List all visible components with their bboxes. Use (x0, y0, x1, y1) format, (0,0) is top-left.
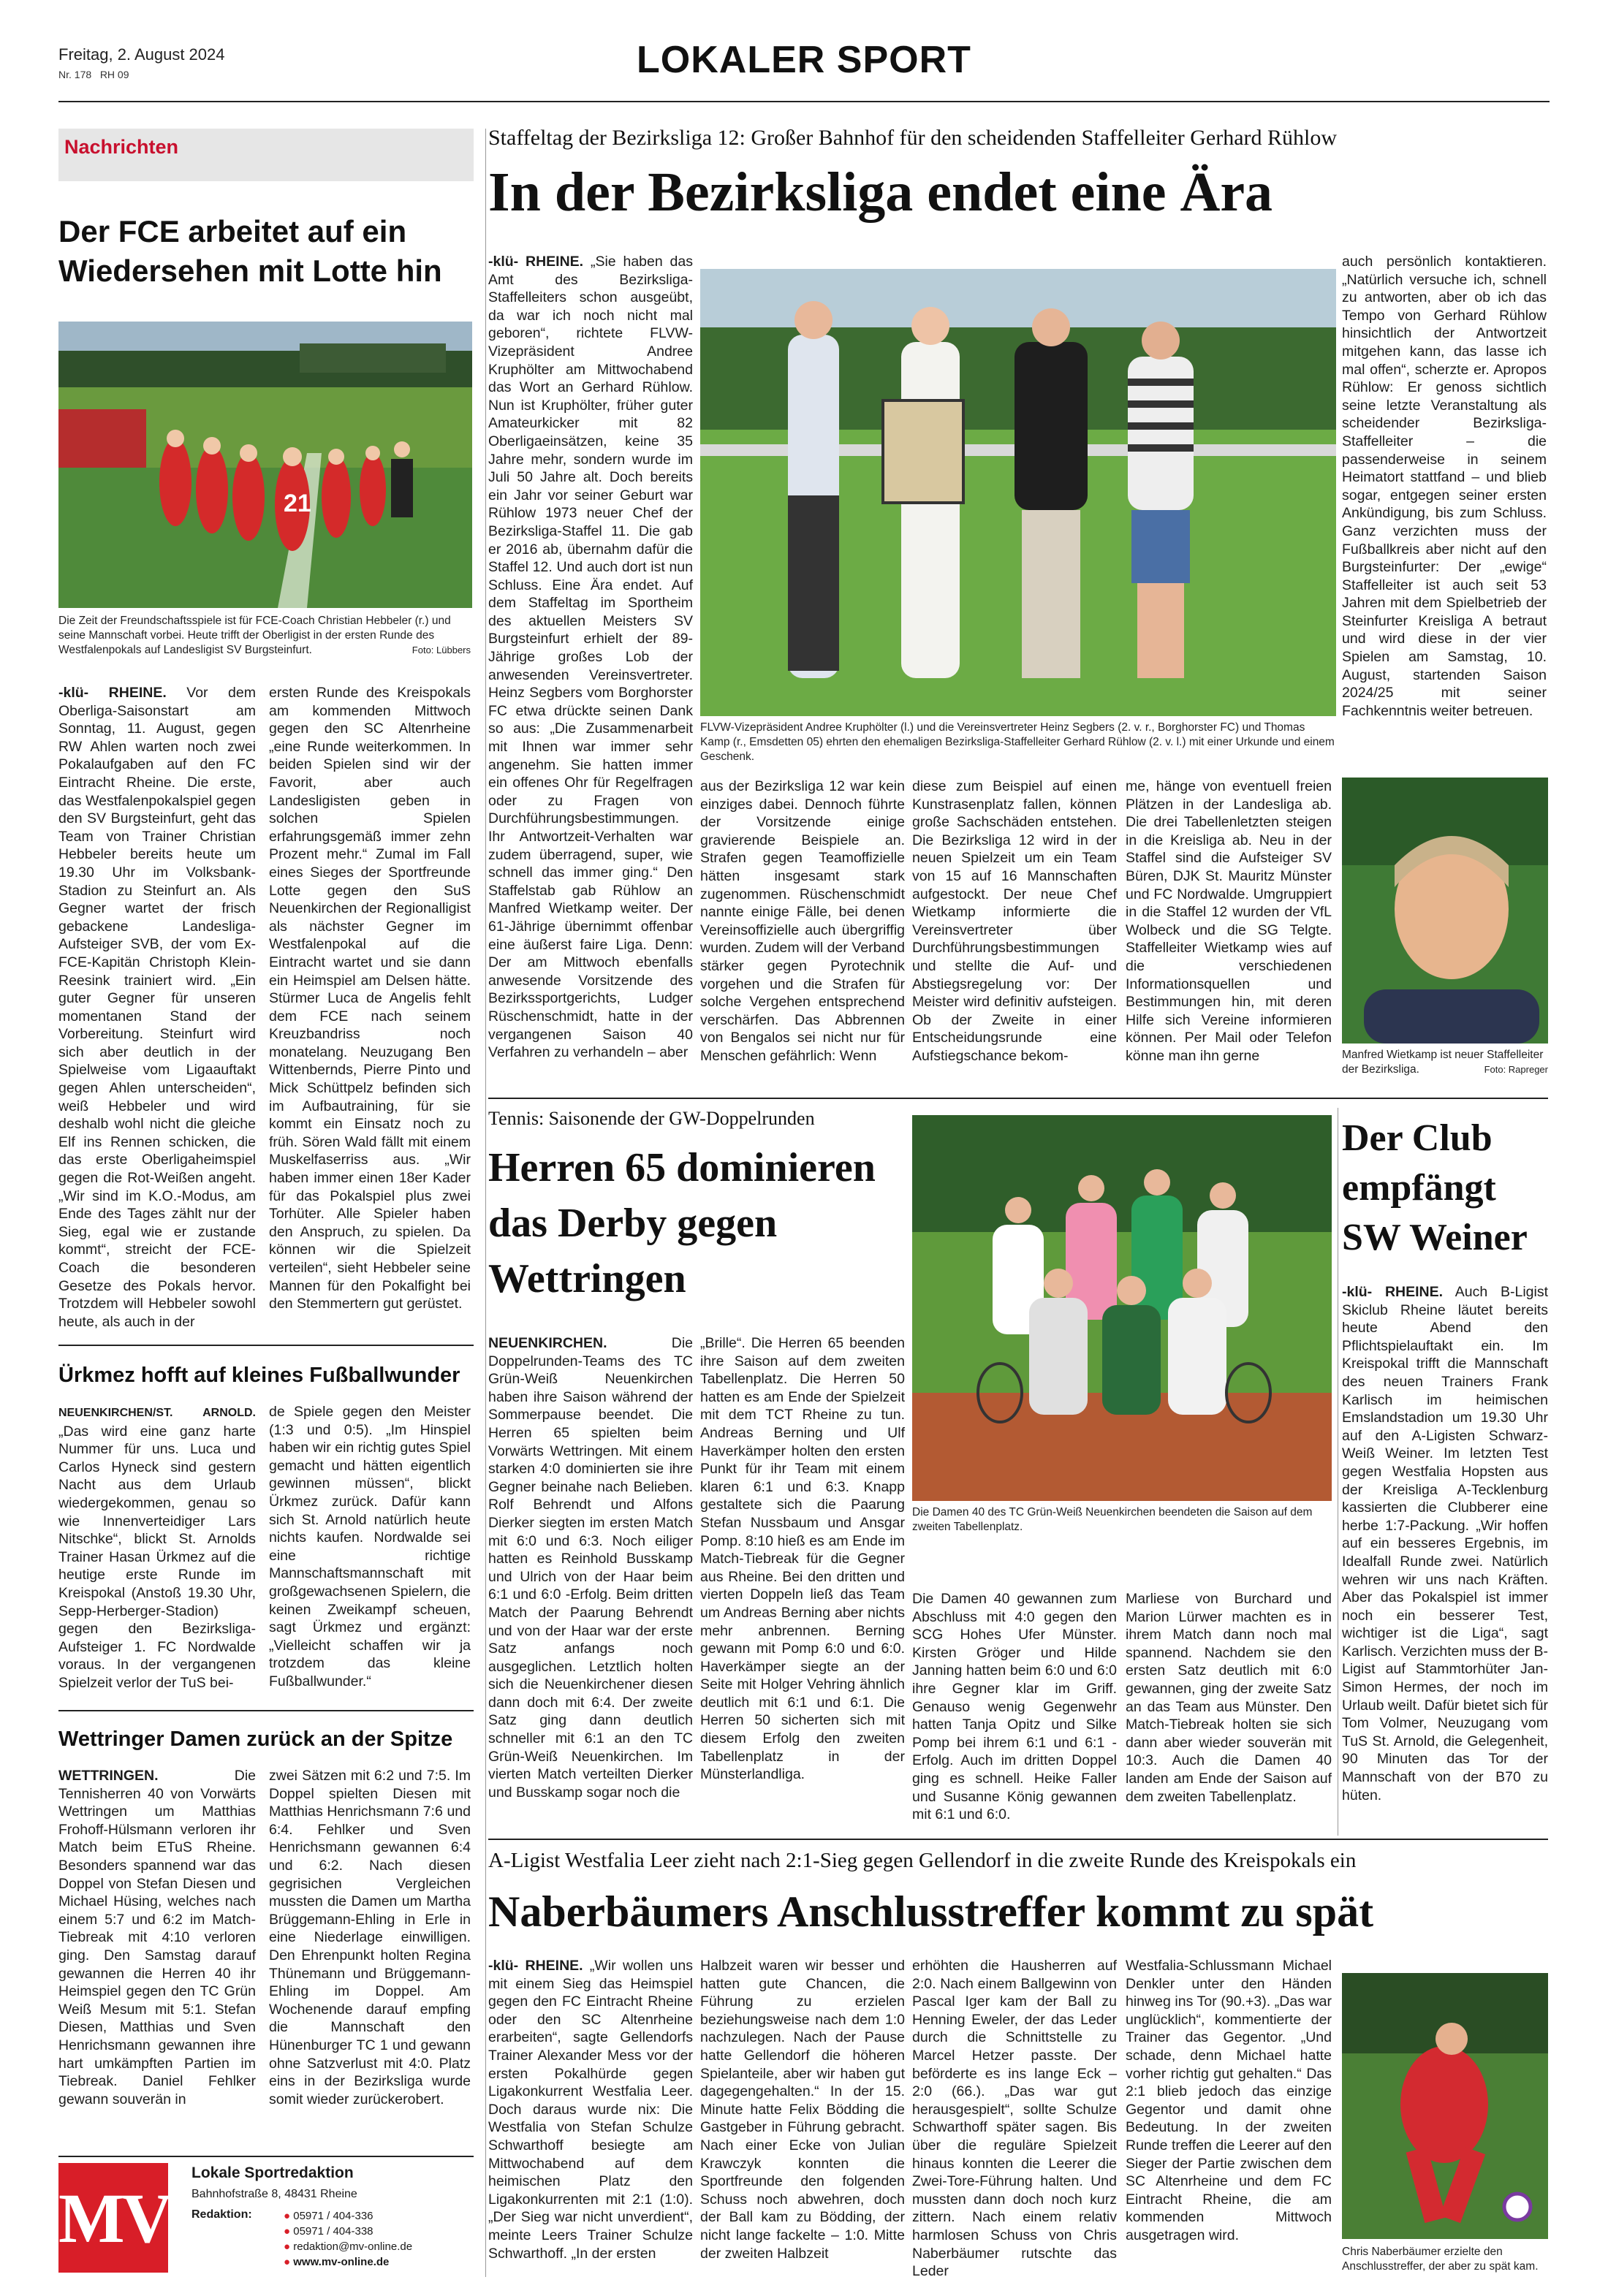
issue-number: Nr. 178 (58, 69, 92, 80)
footer-title: Lokale Sportredaktion (191, 2164, 354, 2181)
lead-col2: aus der Bezirksliga 12 war kein einziges dabei. Dennoch führte der Vorsitzende einige gravierende Beispiele an. Strafen gegen Teamoffizielle hätten insgesamt stark zugenommen. Rüschenschmidt nannte einige Fälle, bei denen Vereinsoffizielle auch übergriffig wurden. Zudem will der Verband stärker gegen Pyrotechnik vorgehen und die Strafen für solche Vergehen entsprechend verschärfen. Das Abbrennen von Bengalos sei nicht nur für Menschen gefährlich: Wenn (700, 778, 905, 1064)
lead-col4: me, hänge von eventuell freien Plätzen in der Landesliga ab. Die drei Tabellenletzten steigen in die Kreisliga ab. Neu in der Staffel sind die Aufsteiger SV Büren, DJK St. Mauritz Münster und FC Nordwalde. Umgruppiert in die Staffel 12 wurden der VfL Wolbeck und die SG Telgte. Staffelleiter Wietkamp wies auf die verschiedenen Informationsquellen und Bestimmungen hin, mit deren Hilfe sich Vereine informieren können. Per Mail oder Telefon könne man ihn gerne (1126, 778, 1332, 1064)
leer-kicker: A-Ligist Westfalia Leer zieht nach 2:1-Sieg gegen Gellendorf in die zweite Runde des Kreispokals ein (488, 1849, 1357, 1872)
mail-icon: ● (284, 2240, 291, 2253)
tennis-col1-text: Die Doppelrunden-Teams des TC Grün-Weiß Neuenkirchen haben ihre Saison während der Sommerpause beendet. Die Herren 65 spielten beim Vorwärts Wettringen. Mit einem starken 4:0 dominierten sie ihre Gegner beinahe nach Belieben. Rolf Behrendt und Alfons Dierker siegten im ersten Match mit 6:0 und 6:3. Noch eiliger hatten es Reinhold Busskamp und Ulrich von der Haar beim 6:1 und 6:0 -Erfolg. Beim dritten Match der Paarung Behrendt und von der Haar war der erste Satz anfangs noch ausgeglichen. Letztlich holten sich die Neuenkirchener diesen dann doch mit 6:4. Der zweite Satz ging dann deutlich schneller mit 6:1 an den TC Grün-Weiß Neuenkirchen. Im vierten Match verteilten Dierker und Busskamp sogar noch die (488, 1335, 693, 1801)
fce-caption-credit: Foto: Lübbers (412, 645, 471, 655)
wietkamp-portrait (1342, 778, 1548, 1044)
tennis-kicker: Tennis: Saisonende der GW-Doppelrunden (488, 1108, 815, 1129)
sidebar-headline-fce: Der FCE arbeitet auf ein Wiedersehen mit Lotte hin (58, 214, 442, 288)
portrait-caption (1342, 1048, 1548, 1077)
portrait-caption-text: Manfred Wietkamp ist neuer Staffelleiter der Bezirksliga. (1342, 1049, 1544, 1076)
nachrichten-box (58, 129, 474, 181)
fce-dateline: -klü- RHEINE. (58, 685, 167, 701)
staffeltag-caption: FLVW-Vizepräsident Andree Kruphölter (l.) und die Vereinsvertreter Heinz Segbers (2. v. r., Borghorster FC) und Thomas Kamp (r., Emsdetten 05) ehrten den ehemaligen Bezirksliga-Staffelleiter Gerhard Rühlow (2. v. l.) mit einer Urkunde und einem Geschenk. (700, 721, 1335, 763)
footer-rule (58, 2156, 474, 2157)
wettringer-dateline: WETTRINGEN. (58, 1768, 159, 1784)
tennis-col4: Marliese von Burchard und Marion Lürwer machten es in ihrem Match dann noch mal spannend. Nachdem sie den ersten Satz deutlich mit 6:0 gewannen, ging der zweite Satz an das Team aus Münster. Den Match-Tiebreak holten sie sich dann aber wieder souverän mit 10:3. Auch die Damen 40 landen am Ende der Saison auf dem zweiten Tabellenplatz. (1126, 1591, 1332, 1805)
club-body (1342, 1283, 1548, 1804)
footer-phone-1[interactable]: ● 05971 / 404-336 (284, 2210, 373, 2222)
fce-article-col2: ersten Runde des Kreispokals am kommenden Mittwoch gegen den SC Altenrheine „eine Runde weiterkommen. In beiden Spielen sind wir der Favorit, aber auch Landesligisten geben in solchen Spielen erfahrungsgemäß immer zehn Prozent mehr.“ Zumal im Fall eines Sieges der Sportfreunde Lotte gegen den SuS Neuenkirchen der Regionalligist als nächster Gegner im Westfalenpokal auf die Eintracht wartet und sie dann ein Heimspiel am Delsen hätte. Stürmer Luca de Angelis fehlt dem FCE nach seinem Kreuzbandriss noch monatelang. Neuzugang Ben Wittenbernds, Pierre Pinto und Mick Schüttpelz befinden sich im Aufbautraining, für sie kommt ein Einsatz noch zu früh. Sören Wald fällt mit einem Muskelfaserriss aus. „Wir haben immer einen 18er Kader für das Pokalspiel plus zwei Torhüter. Alle Spieler haben den Anspruch, zu spielen. Da können wir die Spielzeit verteilen“, sieht Hebbeler seine Mannen für den Pokalfight bei den Stemmertern gut gerüstet. (269, 685, 471, 1312)
lead-col1-text: „Sie haben das Amt des Bezirksliga-Staffelleiters schon ausgeübt, da war ich noch nicht mal geboren“, richtete FLVW-Vizepräsident Andree Kruphölter am Mittwochabend das Wort an Gerhard Rühlow. Nun ist Kruphölter, früher guter Amateurkicker mit 82 Oberligaeinsätzen, keine 35 Jahre mehr, sondern wurde im Juli 50 Jahre alt. Doch bereits ein Jahr vor seiner Geburt war Rühlow 1973 neuer Chef der Bezirksliga-Staffel 11. Die gab er 2016 ab, übernahm dafür die Staffel 12. Und auch dort ist nun Schluss. Eine Ära endet. Auf dem Staffeltag im Sportheim des aktuellen Meisters SV Burgsteinfurt erhielt der 89-Jährige großes Lob der anwesenden Vereinsvertreter. Heinz Segbers vom Borghorster FC etwa drückte seinen Dank so aus: „Die Zusammenarbeit mit Ihnen war immer sehr angenehm. Sie hatten immer ein offenes Ohr für Regelfragen oder zu Fragen von Durchführungsbestimmungen. Ihr Antwortzeit-Verhalten war zudem überragend, super, wie schnell das immer ging.“ Den Staffelstab gab Rühlow an Manfred Wietkamp weiter. Der 61-Jährige übernimmt offenbar eine äußerst faire Liga. Denn: Der am Mittwoch ebenfalls anwesende Vorsitzende des Bezirkssportgerichts, Ludger Rüschenschmidt, hatte in der vergangenen Saison 40 Verfahren zu verhandeln – aber (488, 254, 693, 1061)
portrait-credit: Foto: Rapreger (1484, 1064, 1548, 1075)
leer-dateline: -klü- RHEINE. (488, 1958, 583, 1974)
staffeltag-photo (700, 269, 1336, 716)
leer-headline: Naberbäumers Anschlusstreffer kommt zu spät (488, 1888, 1374, 1936)
svg-text:21: 21 (284, 490, 311, 517)
leer-top-rule (488, 1839, 1548, 1840)
club-body-text: Auch B-Ligist Skiclub Rheine läutet bereits heute Abend den Pflichtspielauftakt ein. Im Kreispokal trifft die Mannschaft des neuen Trainers Frank Karlisch im heimischen Emslandstadion um 19.30 Uhr auf den A-Ligisten Schwarz-Weiß Weiner. Im letzten Test gegen Westfalia Hopsten aus der Kreisliga A-Tecklenburg kassierten die Clubberer eine herbe 1:7-Packung. „Wir hoffen auf ein besseres Ergebnis, im Idealfall Runde zwei. Natürlich wehren wir uns nach Kräften. Aber das Pokalspiel ist immer noch ein besserer Test, wichtiger ist die Liga“, sagt Karlisch. Verzichten muss der B-Ligist auf Stammtorhüter Jan-Simon Hermes, der noch im Urlaub weilt. Dafür bietet sich für Tom Volmer, Neuzugang vom TuS St. Arnold, die Gelegenheit, 90 Minuten das Tor der Mannschaft von der B70 zu hüten. (1342, 1284, 1548, 1803)
naberbaeumer-caption: Chris Naberbäumer erzielte den Anschlusstreffer, der aber zu spät kam. (1342, 2246, 1539, 2273)
lead-col3: diese zum Beispiel auf einen Kunstrasenplatz fallen, können große Sachschäden entstehen. Die Bezirksliga 12 wird in der neuen Spielzeit um ein Team von 15 auf 16 Mannschaften aufgestockt. Der neue Chef Wietkamp informierte die Vereinsvertreter über Durchführungsbestimmungen und stellte die Auf- und Abstiegsregelung vor: Der Meister wird definitiv aufsteigen. Ob der Zweite in einer Entscheidungsrunde eine Aufstiegschance bekom- (912, 778, 1117, 1064)
club-headline: Der Club empfängt SW Weiner (1342, 1117, 1528, 1258)
footer-redaktion-label: Redaktion: (191, 2208, 252, 2221)
section-title: LOKALER SPORT (637, 39, 971, 81)
column-divider (485, 129, 486, 2277)
lead-col1 (488, 253, 693, 1062)
tennis-dateline: NEUENKIRCHEN. (488, 1335, 607, 1351)
sidebar-rule-2 (58, 1710, 474, 1711)
urkmez-col1-text: „Das wird eine ganz harte Nummer für uns. Luca und Carlos Hyneck sind gestern Nacht aus dem Urlaub wiedergekommen, genau so wie Innenverteidiger Lars Nitschke“, blickt St. Arnolds Trainer Hasan Ürkmez auf die heutige erste Runde im Kreispokal (Anstoß 19.30 Uhr, Sepp-Herberger-Stadion) gegen den Bezirksliga-Aufsteiger 1. FC Nordwalde voraus. In der vergangenen Spielzeit verlor der TuS bei- (58, 1423, 256, 1691)
lead-bottom-rule (488, 1098, 1548, 1099)
tennis-headline: Herren 65 dominieren das Derby gegen Wettringen (488, 1145, 876, 1301)
damen40-photo (912, 1115, 1332, 1501)
footer-contacts (284, 2208, 412, 2270)
tennis-col1 (488, 1334, 693, 1801)
naberbaeumer-photo (1342, 1973, 1548, 2239)
footer-email[interactable]: ● redaktion@mv-online.de (284, 2240, 413, 2253)
sidebar-rule-1 (58, 1345, 474, 1346)
leer-col1-text: „Wir wollen uns mit einem Sieg das Heimspiel gegen den FC Eintracht Rheine oder den SC Altenrheine erarbeiten“, sagte Gellendorfs Trainer Alexander Mess vor der ersten Pokalhürde gegen Ligakonkurrent Westfalia Leer. Doch daraus wurde nix: Die Westfalia von Stefan Schulze Schwarthoff besiegte am Mittwochabend auf dem heimischen Platz den Ligakonkurrenten mit 2:1 (1:0). „Der Sieg war nicht unverdient“, meinte Leers Trainer Schulze Schwarthoff. „In der ersten (488, 1958, 693, 2262)
fce-caption-text: Die Zeit der Freundschaftsspiele ist für FCE-Coach Christian Hebbeler (r.) und seine Mannschaft vorbei. Heute trifft der Oberligist in der ersten Runde des Westfalenpokals auf Landesligist SV Burgsteinfurt. (58, 615, 451, 656)
leer-col4: Westfalia-Schlussmann Michael Denkler unter den Händen hinweg ins Tor (90.+3). „Das war unglücklich“, kommentierte der Trainer das Gegentor. „Und schade, denn Michael hatte vorher richtig gut gehalten.“ Das 2:1 blieb jedoch das einzige Gegentor und damit ohne Bedeutung. In der zweiten Runde treffen die Leerer auf den Sieger der Partie zwischen dem SC Altenrheine und dem FC Eintracht Rheine, die am kommenden Mittwoch ausgetragen wird. (1126, 1958, 1332, 2243)
phone-icon: ● (284, 2210, 291, 2222)
urkmez-col1 (58, 1403, 256, 1692)
lead-headline: In der Bezirksliga endet eine Ära (488, 161, 1273, 223)
club-dateline: -klü- RHEINE. (1342, 1284, 1444, 1300)
tennis-col3: Die Damen 40 gewannen zum Abschluss mit 4:0 gegen den SCG Hohes Ufer Münster. Kirsten Gröger und Hilde Janning hatten beim 6:0 und 6:0 ihre Gegner klar im Griff. Genauso wenig Gegenwehr hatten Tanja Opitz und Silke Pomp bei ihrem 6:1 und 6:1 -Erfolg. Auch im dritten Doppel ging es schnell. Heike Faller und Susanne König gewannen mit 6:1 und 6:0. (912, 1591, 1117, 1823)
web-icon: ● (284, 2256, 291, 2268)
fce-article-col1 (58, 684, 256, 1331)
urkmez-col2: de Spiele gegen den Meister (1:3 und 0:5). „Im Hinspiel haben wir ein richtig gutes Spiel gemacht und hätten eigentlich gewinnen müssen“, blickt Ürkmez zurück. Dafür kann sich St. Arnold natürlich heute nichts kaufen. Nordwalde sei eine richtige Mannschaftsmannschaft mit großgewachsenen Spielern, die keinen Zweikampf scheuen, sagt Ürkmez und ergänzt: „Vielleicht schaffen wir ja trotzdem das kleine Fußballwunder.“ (269, 1404, 471, 1689)
urkmez-dateline: NEUENKIRCHEN/ST. ARNOLD. (58, 1407, 256, 1419)
lead-kicker: Staffeltag der Bezirksliga 12: Großer Bahnhof für den scheidenden Staffelleiter Gerhard Rühlow (488, 126, 1338, 150)
mv-logo-text: MV (58, 2179, 170, 2257)
lead-dateline: -klü- RHEINE. (488, 254, 584, 270)
masthead-date: Freitag, 2. August 2024 (58, 45, 225, 64)
mv-logo (58, 2163, 168, 2273)
edition-code: RH 09 (99, 69, 129, 80)
leer-col2: Halbzeit waren wir besser und hatten gute Chancen, die Führung zu erzielen beziehungsweise nach dem 1:0 nachzulegen. Nach der Pause hatte Gellendorf die höheren Spielanteile, aber wir haben gut dagegengehalten.“ In der 15. Minute hatte Felix Bödding die Gastgeber in Führung gebracht. Nach einer Ecke von Julian Krawczyk konnten die Sportfreunde den folgenden Schuss noch abwehren, doch der Ball kam zu Bödding, der nicht lange fackelte – 1:0. Mitte der zweiten Halbzeit (700, 1958, 905, 2262)
leer-col1 (488, 1957, 693, 2262)
footer-web[interactable]: ● www.mv-online.de (284, 2256, 390, 2268)
nachrichten-label: Nachrichten (64, 136, 179, 158)
footer-phone-2[interactable]: ● 05971 / 404-338 (284, 2225, 373, 2238)
masthead-rule (58, 101, 1550, 102)
fce-col1-text: Vor dem Oberliga-Saisonstart am Sonntag, 11. August, gegen RW Ahlen warten noch zwei Pokalaufgaben auf den FC Eintracht Rheine. Die erste, das Westfalenpokalspiel gegen den SV Burgsteinfurt, geht das Team von Trainer Christian Hebbeler bereits heute um 19.30 Uhr im Volksbank-Stadion zu Steinfurt an. Als Gegner wartet der frisch gebackene Landesliga-Aufsteiger SVB, der vom Ex-FCE-Kapitän Christoph Klein-Reesink trainiert wird. „Ein guter Gegner für unseren momentanen Stand der Vorbereitung. Steinfurt wird sich aber deutlich in der Spielweise vom Ligaauftakt gegen Ahlen unterscheiden“, weiß Hebbeler und wird deshalb wohl nicht die gleiche Elf ins Rennen schicken, die das erste Oberligaheimspiel gegen die Rot-Weißen angeht. „Wir sind im K.O.-Modus, am Ende des Tages zählt nur der Sieg, egal wie er zustande kommt“, streicht der FCE-Coach die besonderen Gesetze des Pokals hervor. Trotzdem will Hebbeler sowohl heute, als auch in der (58, 685, 256, 1330)
sidebar-headline-wettringer: Wettringer Damen zurück an der Spitze (58, 1727, 453, 1751)
fce-photo-caption (58, 614, 471, 658)
tennis-col2: „Brille“. Die Herren 65 beenden ihre Saison auf dem zweiten Tabellenplatz. Die Herren 50 hatten es am Ende der Spielzeit mit dem TCT Rheine zu tun. Andreas Berning und Ulf Haverkämper holten den ersten Punkt für ihr Team mit einem klaren 6:1 und 6:3. Knapp gestaltete sich die Paarung Stefan Nussbaum und Ansgar Pomp. 8:10 hieß es am Ende im Match-Tiebreak für die Gegner aus Rheine. Bei den dritten und vierten Doppeln ließ das Team um Andreas Berning aber nichts mehr anbrennen. Berning gewann mit Pomp 6:0 und 6:0. Haverkämper siegte an der Seite mit Holger Vehring ähnlich deutlich mit 6:1 und 6:1. Die Herren 50 sicherten sich mit diesem Erfolg den zweiten Tabellenplatz in der Münsterlandliga. (700, 1335, 905, 1783)
wettringer-col2: zwei Sätzen mit 6:2 und 7:5. Im Doppel spielten Diesen mit Matthias Henrichsmann 7:6 und 6:4. Fehlker und Sven Henrichsmann gewannen 6:4 und 6:2. Nach diesen gegrisichen Vergleichen mussten die Damen um Martha Brüggemann-Ehling in Erle in eine Niederlage einwilligen. Den Ehrenpunkt holten Regina Thünemann und Brüggemann-Ehling im Doppel. Am Wochenende darauf empfing die Mannschaft den Hünenburger TC 1 und gewann ohne Satzverlust mit 4:0. Platz eins in der Bezirksliga wurde somit wieder zurückerobert. (269, 1768, 471, 2107)
damen40-caption: Die Damen 40 des TC Grün-Weiß Neuenkirchen beendeten die Saison auf dem zweiten Tabellenplatz. (912, 1506, 1313, 1533)
fce-team-photo (58, 322, 472, 608)
wettringer-col1 (58, 1767, 256, 2108)
wettringer-col1-text: Die Tennisherren 40 von Vorwärts Wettringen um Matthias Frohoff-Hülsmann verloren ihr Match beim ETuS Rheine. Besonders spannend war das Doppel von Stefan Diesen und Michael Hüsing, welches nach einem 5:7 und 6:2 im Match-Tiebreak mit 4:10 verloren ging. Den Samstag darauf gewannen die Herren 40 ihr Heimspiel gegen den TC Grün Weiß Mesum mit 5:1. Stefan Diesen, Matthias und Sven Henrichsmann gewannen ihre hart umkämpften Partien im Tiebreak. Daniel Fehlker gewann souverän in (58, 1768, 256, 2107)
sidebar-headline-urkmez: Ürkmez hofft auf kleines Fußballwunder (58, 1364, 460, 1387)
lead-col5: auch persönlich kontaktieren. „Natürlich versuche ich, schnell zu antworten, aber ob ich das Tempo von Gerhard Rühlow hinsichtlich der Antwortzeit mitgehen kann, das lasse ich mal offen“, scherzte er. Apropos Rühlow: Er genoss sichtlich seine letzte Veranstaltung als scheidender Bezirksliga-Staffelleiter – die passenderweise in seinem Heimatort stattfand – und blieb sogar, entgegen seiner ersten Ankündigung, bis zum Schluss. Ganz verzichten muss der Fußballkreis aber nicht auf den Burgsteinfurter: Der „ewige“ Staffelleiter ist auch seit 53 Jahren mit dem Spielbetrieb der Steinfurter Kreisliga A betraut und wird diese in der vier Spielen am Samstag, 10. August, startenden Saison 2024/25 mit seiner Fachkenntnis weiter betreuen. (1342, 254, 1547, 719)
footer-address: Bahnhofstraße 8, 48431 Rheine (191, 2188, 357, 2200)
fax-icon: ● (284, 2225, 291, 2238)
leer-col3: erhöhten die Hausherren auf 2:0. Nach einem Ballgewinn von Pascal Iger kam der Ball zu Henning Eweler, der das Leder durch die Schnittstelle zu Marcel Hetzer passte. Der beförderte es ins lange Eck – 2:0 (66.). „Das war gut herausgespielt“, sollte Schulze Schwarthoff später sagen. Bis über die reguläre Spielzeit hinaus konnten die Leerer die Zwei-Tore-Führung halten. Und mussten dann doch noch kurz zittern. Nach einem relativ harmlosen Schuss von Chris Naberbäumer rutschte das Leder (912, 1958, 1117, 2280)
